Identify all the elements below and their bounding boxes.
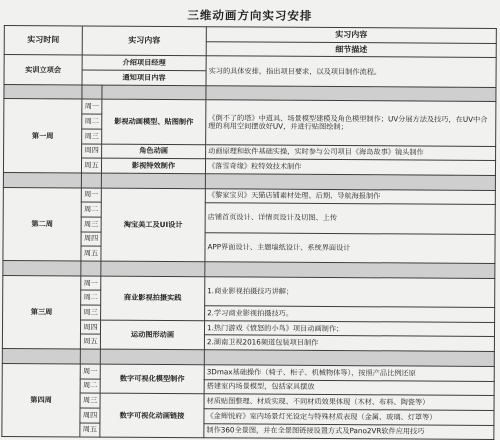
week-desc: 1.商业影视拍摄技巧讲解； xyxy=(205,276,495,307)
week-desc: 《金辉悦府》室内场景灯光设定与特殊材质表现（金属、玻璃、灯罩等） xyxy=(204,409,494,425)
day-label: 周三 xyxy=(81,305,101,320)
week-desc: 《倒不了的塔》中道具、场景模型建模及角色模型制作；UV分展方法及技巧，在UV中合理的利用空间摆放好UV，并进行贴图绘制； xyxy=(206,100,496,146)
day-label: 周三 xyxy=(81,217,101,232)
week-topic: 运动图形动画 xyxy=(100,320,204,350)
week-row xyxy=(3,275,495,293)
week-topic: 影视特效制作 xyxy=(101,158,205,173)
day-label: 周一 xyxy=(82,99,102,114)
week-desc: 搭建室内场景模型，包括家具摆放 xyxy=(204,379,494,395)
week-desc: 1.热门游戏《愤怒的小鸟》项目动画制作； xyxy=(204,320,494,336)
header-detail: 细节描述 xyxy=(206,41,496,57)
day-label: 周三 xyxy=(80,393,100,408)
week-topic: 数字可视化模型制作 xyxy=(100,364,204,394)
week-topic: 淘宝美工及UI设计 xyxy=(101,188,205,262)
week-topic: 商业影视拍摄实践 xyxy=(101,276,205,321)
week-desc: 材质贴图整理、材质实现、不同材质效果体现（木材、布料、陶瓷等） xyxy=(204,394,494,410)
week-row xyxy=(2,363,494,381)
orientation-period: 实训立项会 xyxy=(4,55,82,85)
day-label: 周三 xyxy=(82,129,102,144)
orientation-desc: 实习的具体安排，指出项目要求，以及项目制作流程。 xyxy=(206,56,496,87)
day-label: 周五 xyxy=(81,246,101,261)
header-row xyxy=(4,26,496,44)
day-label: 周四 xyxy=(82,143,102,158)
week-label: 第四周 xyxy=(2,363,80,437)
week-desc: 《落雪奇缘》粒特效技术制作 xyxy=(205,159,495,175)
day-label: 周一 xyxy=(81,188,101,203)
day-label: 周二 xyxy=(80,378,100,393)
week-desc: 店铺首页设计、详情页设计及切图、上传 xyxy=(205,203,495,234)
week-desc: 2.学习商业影视拍摄技巧。 xyxy=(205,306,495,322)
week-label: 第三周 xyxy=(2,275,80,349)
week-topic: 角色动画 xyxy=(102,144,206,159)
day-label: 周一 xyxy=(80,364,100,379)
schedule-sheet xyxy=(1,3,496,436)
week-label: 第二周 xyxy=(3,187,81,261)
week-desc: 《黎家宝贝》天猫店铺素材处理、后期、导航海报制作 xyxy=(205,188,495,204)
orientation-item: 通知项目内容 xyxy=(82,70,206,85)
day-label: 周五 xyxy=(80,423,100,438)
day-label: 周五 xyxy=(81,158,101,173)
orientation-item: 介绍项目经理 xyxy=(82,55,206,70)
day-label: 周二 xyxy=(82,114,102,129)
week-topic: 数字可视化动画链接 xyxy=(100,393,204,438)
day-label: 周四 xyxy=(80,408,100,423)
week-desc: 制作360全景图，并在全景图链接设置方式及Pano2VR软件应用技巧 xyxy=(204,423,494,439)
page-title: 三维动画方向实习安排 xyxy=(187,8,313,23)
day-label: 周二 xyxy=(81,290,101,305)
header-period: 实习时间 xyxy=(4,26,82,56)
week-topic: 影视动画模型、贴图制作 xyxy=(102,100,206,145)
week-row xyxy=(3,187,495,205)
day-label: 周四 xyxy=(81,232,101,247)
week-desc: 2.湖南卫视2016频道包装项目制作 xyxy=(204,335,494,351)
day-label: 周一 xyxy=(81,276,101,291)
week-desc: 3Dmax基础操作（椅子、柜子、机械物体等），按照产品比例还原 xyxy=(204,365,494,381)
day-label: 周二 xyxy=(81,202,101,217)
day-label: 周五 xyxy=(80,334,100,349)
orientation-row xyxy=(4,55,496,73)
week-row xyxy=(4,99,496,117)
internship-schedule-table xyxy=(1,25,497,440)
header-content: 实习内容 xyxy=(82,26,206,56)
week-desc: APP界面设计、主题墙纸设计、系统界面设计 xyxy=(205,232,495,263)
header-content-right: 实习内容 xyxy=(206,27,496,43)
week-label: 第一周 xyxy=(3,99,81,173)
day-label: 周四 xyxy=(80,320,100,335)
week-desc: 动画原理和软件基础实操，实时参与公司项目《海岛故事》镜头制作 xyxy=(206,144,496,160)
